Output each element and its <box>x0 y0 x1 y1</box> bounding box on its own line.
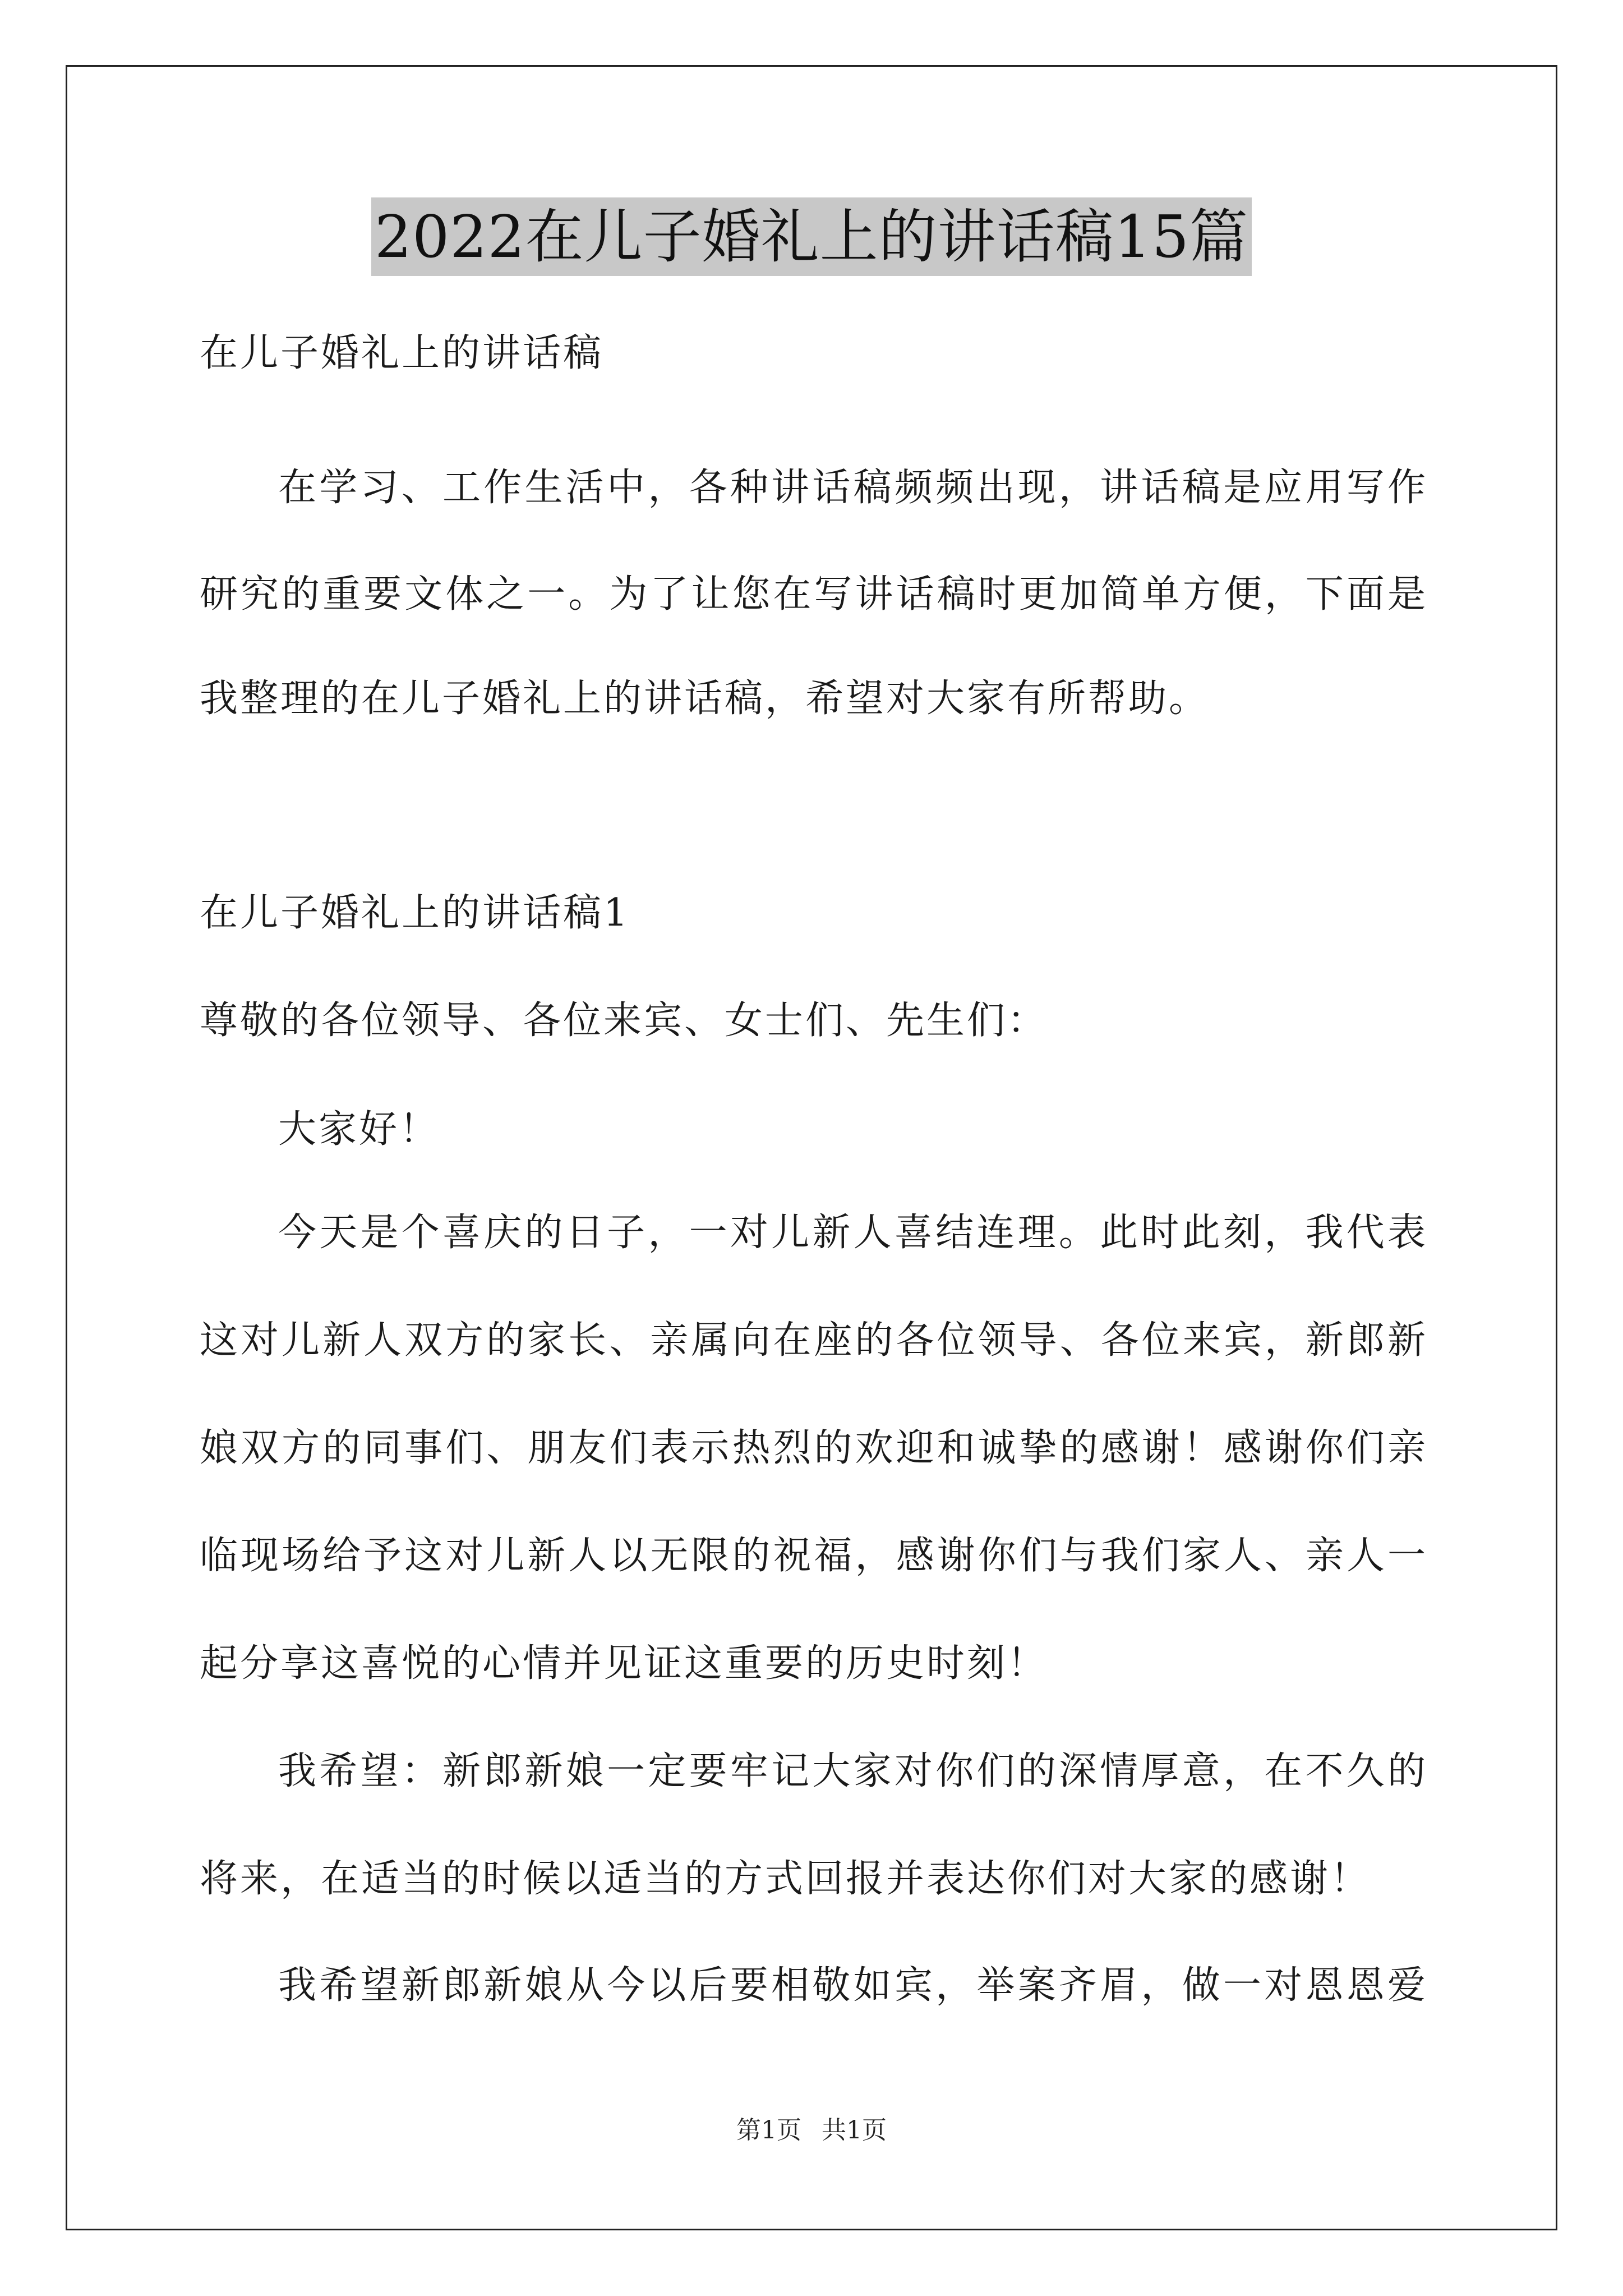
page-number: 第1页 <box>736 2116 801 2145</box>
page-footer <box>0 2114 1623 2147</box>
page-total: 共1页 <box>822 2116 887 2145</box>
paragraph-line: 将来，在适当的时候以适当的方式回报并表达你们对大家的感谢！ <box>200 1857 1371 1901</box>
title-wrap <box>0 197 1623 276</box>
greeting: 大家好！ <box>278 1107 440 1152</box>
paragraph-line: 我希望新郎新娘从今以后要相敬如宾，举案齐眉，做一对恩恩爱 <box>278 1963 1428 2008</box>
paragraph-line: 研究的重要文体之一。为了让您在写讲话稿时更加简单方便，下面是 <box>200 572 1428 616</box>
paragraph-line: 这对儿新人双方的家长、亲属向在座的各位领导、各位来宾，新郎新 <box>200 1318 1428 1363</box>
paragraph-line: 我希望：新郎新娘一定要牢记大家对你们的深情厚意，在不久的 <box>278 1749 1428 1793</box>
paragraph-line: 起分享这喜悦的心情并见证这重要的历史时刻！ <box>200 1641 1048 1686</box>
section-heading: 在儿子婚礼上的讲话稿 <box>200 331 604 375</box>
section-heading: 在儿子婚礼上的讲话稿1 <box>200 891 630 935</box>
paragraph-line: 临现场给予这对儿新人以无限的祝福，感谢你们与我们家人、亲人一 <box>200 1534 1428 1578</box>
document-title: 2022在儿子婚礼上的讲话稿15篇 <box>371 197 1252 276</box>
paragraph-line: 我整理的在儿子婚礼上的讲话稿，希望对大家有所帮助。 <box>200 677 1210 721</box>
paragraph-line: 今天是个喜庆的日子，一对儿新人喜结连理。此时此刻，我代表 <box>278 1211 1428 1255</box>
paragraph-line: 娘双方的同事们、朋友们表示热烈的欢迎和诚挚的感谢！感谢你们亲 <box>200 1426 1428 1470</box>
paragraph-line: 在学习、工作生活中，各种讲话稿频频出现，讲话稿是应用写作 <box>278 466 1428 510</box>
salutation: 尊敬的各位领导、各位来宾、女士们、先生们： <box>200 999 1048 1043</box>
